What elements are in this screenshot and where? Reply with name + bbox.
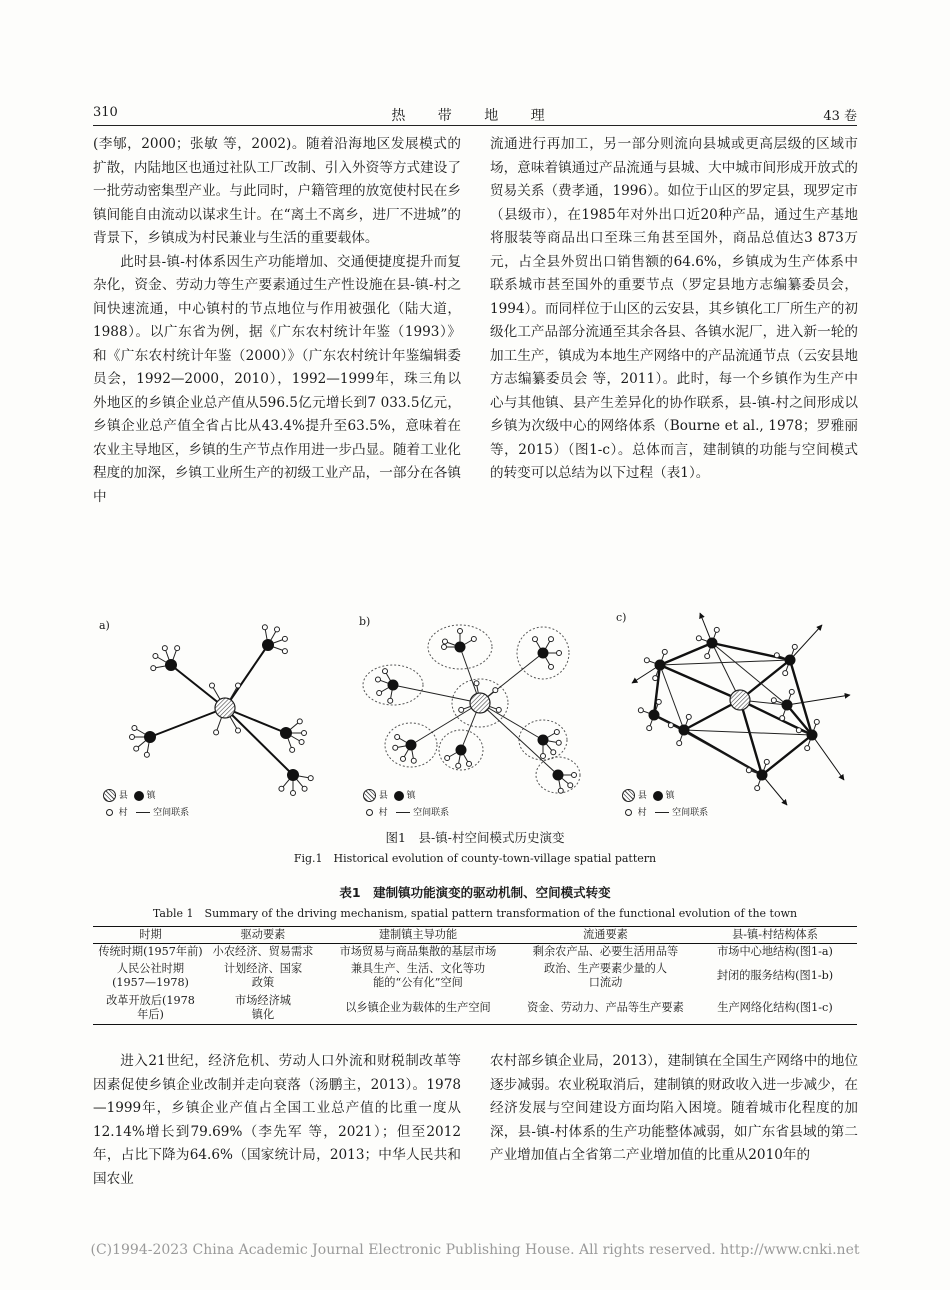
village-node: [151, 666, 156, 671]
town-node: [649, 710, 660, 721]
village-node: [282, 649, 287, 654]
town-node: [707, 638, 718, 649]
table-cell: 计划经济、国家政策: [223, 962, 303, 989]
table-cell: 以乡镇企业为载体的生产空间: [345, 1001, 491, 1014]
legend-town: 镇: [146, 791, 156, 801]
table-title-cn: 表1 建制镇功能演变的驱动机制、空间模式转变: [339, 885, 611, 900]
village-swatch: [106, 809, 113, 816]
town-node: [287, 769, 299, 781]
village-node: [162, 646, 167, 651]
flow-arrow-line: [790, 625, 822, 660]
flow-arrow-line: [787, 695, 850, 705]
paragraph: 此时县-镇-村体系因生产功能增加、交通便捷度提升而复杂化，资金、劳动力等生产要素通过生产性设施在县-镇-村之间快速流通，中心镇村的节点地位与作用被强化（陆大道，1988）。以广东省为例，据《广东农村统计年鉴（1993）》和《广东农村统计年鉴（2000）》（广东农村统计年鉴编辑委员会，1992—2000，2010），1992—1999年，珠三角以外地区的乡镇企业总产值从596.5亿元增长到7 033.5亿元，乡镇企业总产值全省占比从43.4%提升至63.5%，意味着在农业主导地区，乡镇的生产节点作用进一步凸显。随着工业化程度的加深，乡镇工业所生产的初级工业产品，一部分在各镇中: [93, 253, 461, 505]
table-cell: 资金、劳动力、产品等生产要素: [527, 1001, 684, 1014]
village-node: [572, 773, 577, 778]
village-node: [471, 637, 476, 642]
village-node: [780, 716, 785, 721]
copyright-footer: (C)1994-2023 China Academic Journal Electronic Publishing House. All rights reserved. http://www.cnki.net: [90, 1242, 860, 1258]
header-cell: 时期: [139, 928, 162, 941]
village-node: [442, 639, 447, 644]
village-node: [395, 735, 400, 740]
legend-a: [103, 788, 189, 818]
village-node: [764, 759, 769, 764]
village-node: [705, 654, 710, 659]
link-line: [393, 685, 480, 703]
village-node: [549, 664, 554, 669]
network-link-line: [762, 735, 812, 775]
village-node: [297, 719, 302, 724]
village-node: [662, 649, 667, 654]
table-title-en: Table 1 Summary of the driving mechanism, spatial pattern transformation of the functional evolution of the town: [152, 907, 798, 920]
link-swatch: [136, 812, 150, 813]
figure-panel-a: [93, 605, 338, 820]
village-node: [210, 683, 215, 688]
town-node: [165, 659, 177, 671]
table-cell: 人民公社时期(1957—1978): [112, 962, 189, 989]
header-cell: 驱动要素: [240, 928, 286, 941]
village-node: [130, 735, 135, 740]
legend-village: 村: [378, 808, 388, 818]
panel-label-b: b): [359, 615, 371, 628]
village-node: [549, 637, 554, 642]
village-node: [308, 776, 313, 781]
village-node: [551, 750, 556, 755]
header-cell: 建制镇主导功能: [378, 928, 458, 941]
county-node: [215, 698, 235, 718]
legend-village: 村: [118, 808, 128, 818]
village-node: [774, 653, 779, 658]
town-swatch: [653, 791, 663, 801]
village-node: [568, 783, 573, 788]
town-node: [782, 700, 793, 711]
table-cell: 市场经济城镇化: [235, 994, 291, 1021]
paragraph: (李郇，2000；张敏 等，2002)。随着沿海地区发展模式的扩散，内陆地区也通过社队工厂改制、引入外资等方式建设了一批劳动密集型产业。与此同时，户籍管理的放宽使村民在乡镇间能自由流动以谋求生计。在“离土不离乡，进厂不进城”的背景下，乡镇成为村民兼业与生活的重要载体。: [93, 136, 461, 246]
village-node: [299, 740, 304, 745]
table-cell: 改革开放后(1978年后): [106, 994, 195, 1021]
village-node: [153, 654, 158, 659]
village-node: [302, 731, 307, 736]
village-node: [275, 627, 280, 632]
legend-link: 空间联系: [153, 808, 190, 818]
village-node: [456, 763, 461, 768]
town-node: [757, 770, 768, 781]
village-node: [236, 728, 241, 733]
table-cell: 政治、生产要素少量的人口流动: [543, 962, 668, 989]
town-node: [538, 735, 549, 746]
village-node: [783, 671, 788, 676]
volume: 43 卷: [823, 109, 857, 124]
village-node: [175, 646, 180, 651]
village-node: [144, 752, 149, 757]
table-cell: 市场贸易与商品集散的基层市场: [339, 945, 497, 958]
table-1: [93, 926, 857, 1025]
village-node: [805, 746, 810, 751]
main-link-line: [225, 645, 268, 708]
village-node: [236, 683, 241, 688]
village-node: [132, 726, 137, 731]
village-node: [442, 645, 447, 650]
legend-county: 县: [637, 791, 647, 801]
village-node: [302, 786, 307, 791]
figure-caption-en: Fig.1 Historical evolution of county-town-village spatial pattern: [293, 852, 657, 865]
village-node: [638, 708, 643, 713]
village-node: [796, 728, 801, 733]
village-node: [291, 791, 296, 796]
village-node: [556, 740, 561, 745]
town-node: [538, 648, 549, 659]
county-swatch: [622, 789, 635, 802]
village-node: [755, 786, 760, 791]
header-cell: 县-镇-村结构体系: [732, 928, 818, 941]
county-swatch: [103, 789, 116, 802]
flow-arrow-line: [762, 775, 787, 805]
village-node: [214, 730, 219, 735]
flow-arrow-line: [812, 735, 844, 780]
village-node: [401, 756, 406, 761]
town-node: [679, 725, 690, 736]
town-node: [262, 639, 274, 651]
town-node: [455, 642, 466, 653]
town-node: [807, 730, 818, 741]
legend-village: 村: [637, 808, 647, 818]
legend-b: [363, 788, 449, 818]
town-node: [280, 727, 292, 739]
village-node: [647, 726, 652, 731]
village-node: [656, 699, 661, 704]
village-node: [557, 651, 562, 656]
header-cell: 流通要素: [583, 928, 628, 941]
table-cell: 封闭的服务结构(图1-b): [716, 969, 834, 982]
table-cell: 市场中心地结构(图1-a): [717, 945, 833, 958]
village-swatch: [366, 809, 373, 816]
village-node: [554, 730, 559, 735]
village-node: [533, 637, 538, 642]
village-node: [134, 746, 139, 751]
link-line: [411, 703, 480, 745]
table-row: [93, 944, 857, 961]
village-node: [262, 625, 267, 630]
village-node: [282, 636, 287, 641]
village-node: [458, 629, 463, 634]
legend-town: 镇: [665, 791, 675, 801]
main-link-line: [225, 708, 293, 775]
town-node: [785, 655, 796, 666]
table-header-row: [93, 927, 857, 944]
village-node: [696, 636, 701, 641]
network-link-line: [790, 660, 812, 735]
table-cell: 兼具生产、生活、文化等功能的“公有化”空间: [350, 962, 486, 989]
village-node: [558, 788, 563, 793]
table-row: [93, 960, 857, 992]
village-node: [714, 627, 719, 632]
town-node: [655, 660, 666, 671]
column-right-bottom: [490, 1050, 858, 1168]
village-node: [411, 758, 416, 763]
village-node: [746, 768, 751, 773]
journal-title: 热 带 地 理: [391, 108, 559, 124]
network-link-line: [660, 643, 712, 665]
column-left-bottom: [93, 1050, 461, 1191]
town-swatch: [134, 791, 144, 801]
village-node: [474, 681, 479, 686]
village-node: [668, 723, 673, 728]
village-node: [792, 644, 797, 649]
paragraph: 流通进行再加工，另一部分则流向县城或更高层级的区域市场，意味着镇通过产品流通与县城、大中城市间形成开放式的贸易关系（费孝通，1996）。如位于山区的罗定县，现罗定市（县级市），在1985年对外出口近20种产品，通过生产基地将服装等商品出口至珠三角甚至国外，商品总值达3 873万元，占全县外贸出口销售额的64.6%，乡镇成为生产体系中联系城市甚至国外的重要节点（罗定县地方志编纂委员会，1994）。而同样位于山区的云安县，其乡镇化工厂所生产的初级化工产品部分流通至其余各县、各镇水泥厂，进入新一轮的加工生产，镇成为本地生产网络中的产品流通节点（云安县地方志编纂委员会 等，2011）。此时，每一个乡镇作为生产中心与其他镇、县产生差异化的协作联系，县-镇-村之间形成以乡镇为次级中心的网络体系（Bourne et al., 1978；罗雅丽 等，2015）（图1-c）。总体而言，建制镇的功能与空间模式的转变可以总结为以下过程（表1）。: [490, 136, 858, 481]
legend-town: 镇: [406, 791, 416, 801]
village-node: [814, 719, 819, 724]
village-node: [383, 669, 388, 674]
column-right-top: [490, 133, 858, 486]
village-node: [644, 658, 649, 663]
network-link-line: [660, 665, 740, 700]
legend-link: 空间联系: [413, 808, 450, 818]
table-cell: 小农经济、贸易需求: [212, 945, 314, 958]
town-node: [456, 745, 467, 756]
village-node: [677, 741, 682, 746]
link-line: [660, 660, 790, 665]
town-node: [388, 680, 399, 691]
town-node: [553, 770, 564, 781]
column-left-top: [93, 133, 461, 509]
county-node: [730, 690, 750, 710]
table-cell: 生产网络化结构(图1-c): [717, 1001, 833, 1014]
running-header: [93, 103, 857, 126]
village-node: [789, 689, 794, 694]
village-node: [279, 786, 284, 791]
table-cell: 剩余农产品、必要生活用品等: [532, 945, 679, 958]
table-cell: 传统时期(1957年前): [98, 945, 203, 958]
village-node: [388, 698, 393, 703]
village-node: [375, 677, 380, 682]
village-node: [496, 707, 501, 712]
table-row: [93, 992, 857, 1025]
village-node: [686, 714, 691, 719]
village-node: [653, 676, 658, 681]
legend-c: [622, 788, 708, 818]
county-node: [470, 693, 490, 713]
village-node: [493, 688, 498, 693]
legend-county: 县: [378, 791, 388, 801]
legend-link: 空间联系: [672, 808, 709, 818]
county-swatch: [363, 789, 376, 802]
paragraph: 进入21世纪，经济危机、劳动人口外流和财税制改革等因素促使乡镇企业改制并走向衰落（汤鹏主，2013）。1978—1999年，乡镇企业产值占全国工业总产值的比重一度从12.14%增长到79.69%（李先军 等，2021）；但至2012年，占比下降为64.6%（国家统计局，2013；中华人民共和国农业: [93, 1053, 461, 1187]
village-swatch: [625, 809, 632, 816]
figure-panel-c: [612, 605, 857, 820]
panel-label-c: c): [616, 611, 627, 624]
village-node: [445, 756, 450, 761]
village-node: [771, 698, 776, 703]
link-swatch: [396, 812, 410, 813]
panel-label-a: a): [99, 619, 110, 632]
town-swatch: [394, 791, 404, 801]
village-node: [393, 745, 398, 750]
figure-panel-b: [353, 605, 598, 820]
legend-county: 县: [118, 791, 128, 801]
village-node: [290, 747, 295, 752]
village-node: [377, 691, 382, 696]
town-node: [144, 731, 156, 743]
village-node: [467, 761, 472, 766]
village-node: [541, 754, 546, 759]
link-swatch: [655, 812, 669, 813]
paragraph: 农村部乡镇企业局，2013），建制镇在全国生产网络中的地位逐步减弱。农业税取消后，建制镇的财政收入进一步减少，在经济发展与空间建设方面均陷入困境。随着城市化程度的加深，县-镇-村体系的生产功能整体减弱，如广东省县域的第二产业增加值占全省第二产业增加值的比重从2010年的: [490, 1053, 858, 1163]
village-node: [459, 707, 464, 712]
figure-caption-cn: 图1 县-镇-村空间模式历史演变: [385, 830, 565, 845]
town-node: [406, 740, 417, 751]
page-number: 310: [93, 105, 118, 120]
